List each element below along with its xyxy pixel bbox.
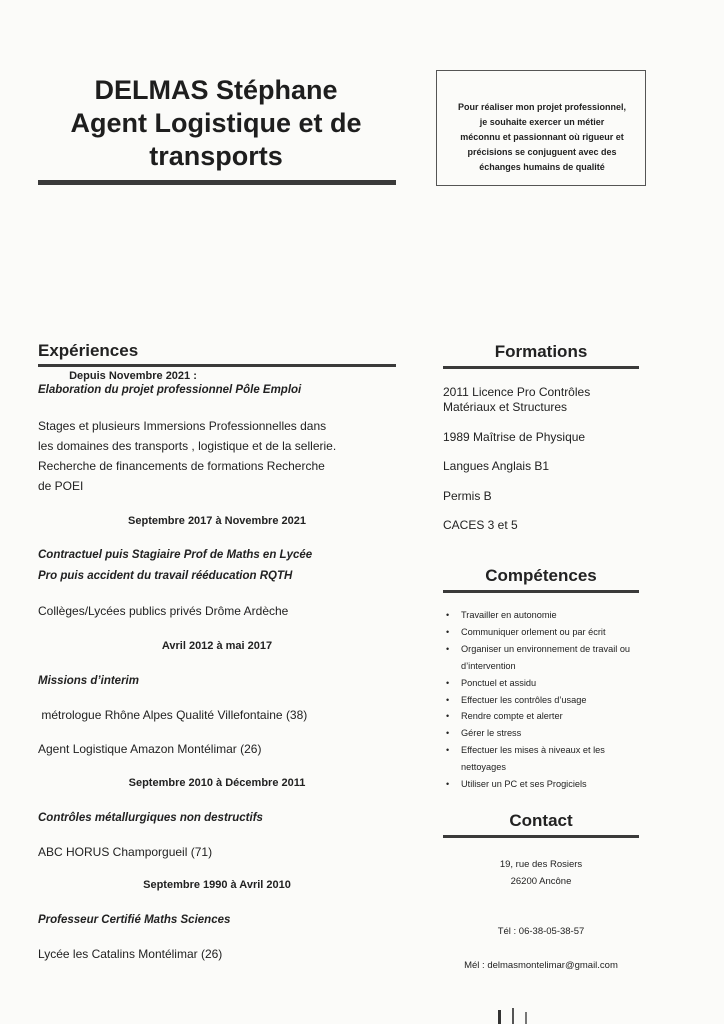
skill-item: • Organiser un environnement de travail ou d’intervention	[446, 641, 652, 675]
job-title-line-2: transports	[149, 141, 283, 171]
experiences-heading: Expériences	[38, 341, 139, 360]
name-title-block	[38, 74, 394, 173]
skill-item: • Effectuer les contrôles d’usage	[446, 692, 652, 709]
description-line: Recherche de financements de formations Recherche	[38, 459, 325, 473]
contact-heading: Contact	[509, 811, 573, 830]
formations-heading: Formations	[494, 342, 588, 361]
experience-date: Septembre 1990 à Avril 2010	[143, 879, 291, 891]
experience-date: Avril 2012 à mai 2017	[161, 640, 273, 652]
description-line: Stages et plusieurs Immersions Professionnelles dans	[38, 419, 327, 433]
contact-address-line: 19, rue des Rosiers	[499, 859, 583, 870]
experience-title: Contrôles métallurgiques non destructifs	[38, 812, 263, 824]
skill-item: • Gérer le stress	[446, 725, 652, 742]
objective-text	[441, 100, 643, 175]
experience-detail: Lycée les Catalins Montélimar (26)	[38, 947, 223, 961]
experience-detail: ABC HORUS Champorgueil (71)	[38, 845, 213, 859]
contact-divider	[443, 835, 639, 838]
skill-item: • Travailler en autonomie	[446, 607, 652, 624]
formation-item: Permis B	[443, 489, 492, 503]
scan-edge-mark	[498, 1008, 538, 1024]
competences-heading: Compétences	[485, 566, 597, 585]
experience-detail: métrologue Rhône Alpes Qualité Villefontaine (38)	[38, 708, 308, 722]
formations-divider	[443, 366, 639, 369]
experience-title-line: Contractuel puis Stagiaire Prof de Maths en Lycée	[38, 549, 313, 561]
objective-line: Pour réaliser mon projet professionnel,	[457, 102, 627, 112]
skill-item: • Utiliser un PC et ses Progiciels	[446, 776, 652, 793]
skill-item: • Effectuer les mises à niveaux et les nettoyages	[446, 742, 652, 776]
skill-item: • Rendre compte et alerter	[446, 708, 652, 725]
formation-line: Matériaux et Structures	[443, 400, 568, 414]
description-line: de POEI	[38, 479, 84, 493]
experience-title: Elaboration du projet professionnel Pôle Emploi	[38, 384, 302, 396]
experience-title-line: Pro puis accident du travail rééducation RQTH	[38, 570, 293, 582]
contact-phone: Tél : 06-38-05-38-57	[497, 926, 585, 937]
experience-date: Depuis Novembre 2021 :	[69, 370, 197, 382]
contact-address-line: 26200 Ancône	[510, 876, 572, 887]
objective-line: méconnu et passionnant où rigueur et	[460, 132, 624, 142]
experience-detail: Collèges/Lycées publics privés Drôme Ardèche	[38, 604, 289, 618]
experience-title: Missions d’interim	[38, 675, 139, 687]
person-name: DELMAS Stéphane	[94, 75, 338, 105]
formation-item: 1989 Maîtrise de Physique	[443, 430, 586, 444]
formation-item	[443, 385, 590, 415]
experience-date: Septembre 2010 à Décembre 2011	[128, 777, 306, 789]
formation-item: Langues Anglais B1	[443, 459, 550, 473]
experience-description	[38, 416, 398, 496]
experiences-divider	[38, 364, 396, 367]
job-title-line-1: Agent Logistique et de	[70, 108, 362, 138]
description-line: les domaines des transports , logistique et de la sellerie.	[38, 439, 337, 453]
experience-date: Septembre 2017 à Novembre 2021	[128, 515, 306, 527]
skill-item: • Communiquer orlement ou par écrit	[446, 624, 652, 641]
formation-item: CACES 3 et 5	[443, 518, 518, 532]
objective-line: précisions se conjuguent avec des	[467, 147, 617, 157]
formation-line: 2011 Licence Pro Contrôles	[443, 385, 591, 399]
contact-email[interactable]: Mél : delmasmontelimar@gmail.com	[464, 960, 618, 971]
skills-list	[446, 607, 652, 793]
skill-item: • Ponctuel et assidu	[446, 675, 652, 692]
objective-line: je souhaite exercer un métier	[479, 117, 605, 127]
competences-divider	[443, 590, 639, 593]
objective-line: échanges humains de qualité	[479, 162, 605, 172]
name-divider	[38, 180, 396, 185]
experience-title	[38, 545, 312, 587]
experience-title: Professeur Certifié Maths Sciences	[38, 914, 231, 926]
experience-detail: Agent Logistique Amazon Montélimar (26)	[38, 742, 262, 756]
